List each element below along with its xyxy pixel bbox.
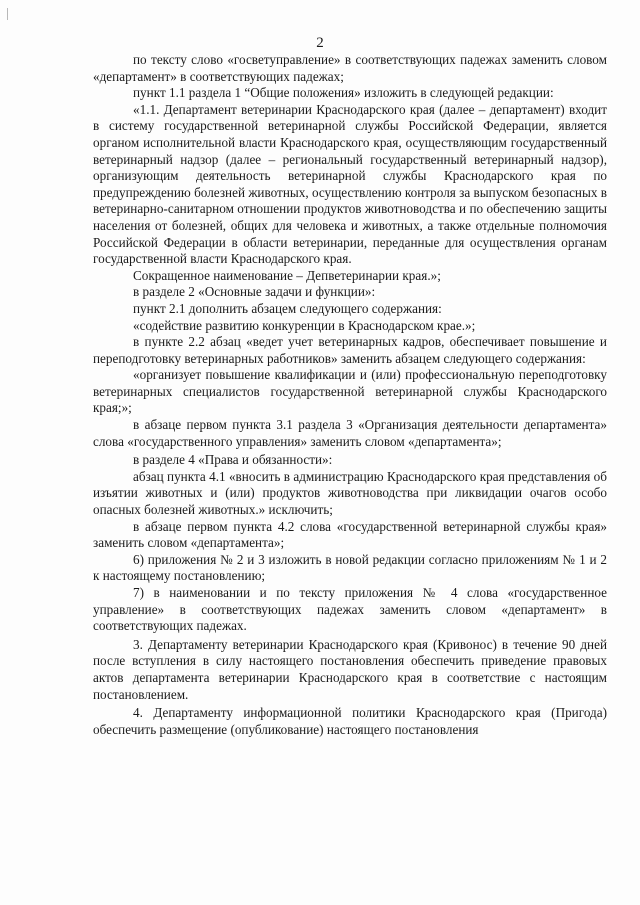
paragraph: «содействие развитию конкуренции в Краснодарском крае.»;: [133, 317, 476, 333]
paragraph: пункт 1.1 раздела 1 “Общие положения» изложить в следующей редакции:: [133, 85, 554, 101]
paragraph: в разделе 4 «Права и обязанности»:: [133, 452, 333, 468]
paragraph: в абзаце первом пункта 4.2 слова «государственной ветеринарной службы края» заменить словом «департамента»;: [93, 518, 607, 551]
paragraph: Сокращенное наименование – Депветеринарии края.»;: [133, 267, 441, 283]
paragraph: пункт 2.1 дополнить абзацем следующего содержания:: [133, 300, 442, 316]
paragraph: «1.1. Департамент ветеринарии Краснодарского края (далее – департамент) входит в систему государственной ветеринарной службы Российской Федерации, является органом исполнительной власти Краснодарского края, осуществляющим государственный ветеринарный надзор (далее – региональный государственный ветеринарный надзор), организующим деятельность ветеринарной службы Краснодарского края по предупреждению болезней животных, осуществлению контроля за выпуском безопасных в ветеринарно-санитарном отношении продуктов животноводства и по обеспечению защиты населения от болезней, общих для человека и животных, а также отдельные полномочия Российской Федерации в области ветеринарии, переданные для осуществления органам государственной власти Краснодарского края.: [93, 101, 607, 267]
paragraph: в пункте 2.2 абзац «ведет учет ветеринарных кадров, обеспечивает повышение и переподготовку ветеринарных работников» заменить абзацем следующего содержания:: [93, 334, 607, 366]
paragraph: абзац пункта 4.1 «вносить в администрацию Краснодарского края представления об изъятии животных и (или) продуктов животноводства при ликвидации очагов особо опасных болезней животных.» исключить;: [93, 468, 607, 518]
paragraph: в разделе 2 «Основные задачи и функции»:: [133, 284, 376, 300]
paragraph: 7) в наименовании и по тексту приложения № 4 слова «государственное управление» в соответствующих падежах заменить словом «департамент» в соответствующих падежах.: [93, 585, 607, 634]
page-number: 2: [316, 35, 324, 51]
paragraph: 3. Департаменту ветеринарии Краснодарского края (Кривонос) в течение 90 дней после вступления в силу настоящего постановления обеспечить приведение правовых актов департамента ветеринарии Краснодарского края в соответствие с настоящим постановлением.: [93, 636, 607, 702]
paragraph: по тексту слово «госветуправление» в соответствующих падежах заменить словом «департамент» в соответствующих падежах;: [93, 52, 607, 84]
paragraph: «организует повышение квалификации и (или) профессиональную переподготовку ветеринарных специалистов государственной ветеринарной службы Краснодарского края;»;: [93, 367, 607, 416]
scan-margin-mark: [7, 8, 8, 20]
document-body: [93, 52, 607, 738]
paragraph: 4. Департаменту информационной политики Краснодарского края (Пригода) обеспечить размещение (опубликование) настоящего постановления: [93, 705, 607, 737]
paragraph: в абзаце первом пункта 3.1 раздела 3 «Организация деятельности департамента» слова «государственного управления» заменить словом «департамента»;: [93, 417, 607, 449]
paragraph: 6) приложения № 2 и 3 изложить в новой редакции согласно приложениям № 1 и 2 к настоящему постановлению;: [93, 551, 607, 584]
